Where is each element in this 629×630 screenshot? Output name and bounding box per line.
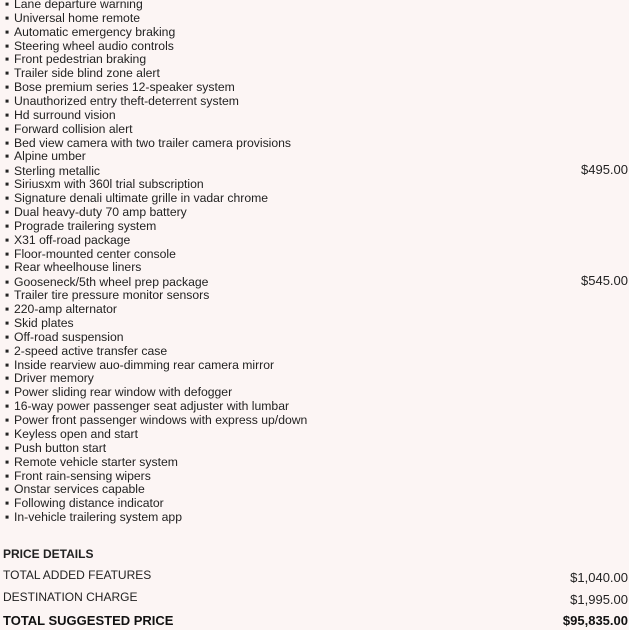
bullet-icon: ▪ — [5, 385, 10, 400]
feature-label: Dual heavy-duty 70 amp battery — [14, 205, 187, 220]
bullet-icon: ▪ — [5, 94, 10, 109]
feature-label: Power front passenger windows with express up/down — [14, 413, 308, 428]
feature-label: Trailer side blind zone alert — [14, 66, 160, 81]
feature-item — [0, 12, 629, 26]
total-added-features-value: $1,040.00 — [570, 570, 628, 585]
destination-charge-row — [0, 590, 629, 606]
feature-item — [0, 40, 629, 54]
bullet-icon: ▪ — [5, 482, 10, 497]
bullet-icon: ▪ — [5, 218, 10, 233]
feature-label: Hd surround vision — [14, 107, 116, 122]
bullet-icon: ▪ — [5, 191, 10, 206]
feature-item — [0, 150, 629, 164]
total-suggested-price-row — [0, 613, 629, 629]
feature-label: In-vehicle trailering system app — [14, 510, 182, 525]
feature-item — [0, 234, 629, 248]
bullet-icon: ▪ — [5, 413, 10, 428]
feature-item — [0, 400, 629, 414]
feature-item — [0, 220, 629, 234]
bullet-icon: ▪ — [5, 246, 10, 261]
feature-item — [0, 289, 629, 303]
feature-item — [0, 386, 629, 400]
destination-charge-label: DESTINATION CHARGE — [3, 590, 138, 604]
feature-item — [0, 483, 629, 497]
bullet-icon: ▪ — [5, 0, 10, 11]
bullet-icon: ▪ — [5, 10, 10, 25]
bullet-icon: ▪ — [5, 426, 10, 441]
feature-label: Onstar services capable — [14, 482, 145, 497]
feature-label: Keyless open and start — [14, 426, 138, 441]
feature-label: Push button start — [14, 440, 107, 455]
bullet-icon: ▪ — [5, 316, 10, 331]
feature-item — [0, 109, 629, 123]
feature-label: Remote vehicle starter system — [14, 454, 178, 469]
bullet-icon: ▪ — [5, 454, 10, 469]
feature-label: 16-way power passenger seat adjuster with lumbar — [14, 399, 290, 414]
feature-label: Power sliding rear window with defogger — [14, 385, 233, 400]
feature-label: Sterling metallic — [14, 164, 101, 179]
feature-item — [0, 53, 629, 67]
feature-label: Bed view camera with two trailer camera provisions — [14, 135, 292, 150]
feature-item — [0, 164, 629, 178]
bullet-icon: ▪ — [5, 260, 10, 275]
feature-label: Automatic emergency braking — [14, 24, 176, 39]
bullet-icon: ▪ — [5, 232, 10, 247]
feature-label: Front pedestrian braking — [14, 52, 147, 67]
feature-label: Forward collision alert — [14, 121, 133, 136]
feature-label: 220-amp alternator — [14, 302, 117, 317]
feature-label: Signature denali ultimate grille in vadar chrome — [14, 191, 269, 206]
feature-item — [0, 345, 629, 359]
feature-item — [0, 26, 629, 40]
total-suggested-price-value: $95,835.00 — [562, 613, 628, 628]
feature-item — [0, 206, 629, 220]
feature-item — [0, 372, 629, 386]
feature-item — [0, 178, 629, 192]
feature-item — [0, 137, 629, 151]
total-added-features-label: TOTAL ADDED FEATURES — [3, 568, 152, 582]
bullet-icon: ▪ — [5, 66, 10, 81]
feature-label: Inside rearview auo-dimming rear camera mirror — [14, 357, 275, 372]
feature-item — [0, 192, 629, 206]
price-details-heading: PRICE DETAILS — [3, 547, 94, 561]
bullet-icon: ▪ — [5, 205, 10, 220]
bullet-icon: ▪ — [5, 343, 10, 358]
feature-label: Skid plates — [14, 316, 74, 331]
bullet-icon: ▪ — [5, 329, 10, 344]
feature-label: Gooseneck/5th wheel prep package — [14, 275, 209, 290]
bullet-icon: ▪ — [5, 80, 10, 95]
destination-charge-value: $1,995.00 — [570, 592, 628, 607]
feature-label: Prograde trailering system — [14, 218, 157, 233]
bullet-icon: ▪ — [5, 468, 10, 483]
feature-item — [0, 470, 629, 484]
bullet-icon: ▪ — [5, 38, 10, 53]
bullet-icon: ▪ — [5, 510, 10, 525]
feature-item — [0, 456, 629, 470]
bullet-icon: ▪ — [5, 288, 10, 303]
feature-label: Following distance indicator — [14, 496, 164, 511]
bullet-icon: ▪ — [5, 371, 10, 386]
feature-label: Trailer tire pressure monitor sensors — [14, 288, 210, 303]
feature-label: Siriusxm with 360l trial subscription — [14, 177, 204, 192]
feature-label: Lane departure warning — [14, 0, 143, 11]
feature-item — [0, 331, 629, 345]
feature-item — [0, 275, 629, 289]
feature-label: Front rain-sensing wipers — [14, 468, 151, 483]
feature-item — [0, 359, 629, 373]
bullet-icon: ▪ — [5, 357, 10, 372]
feature-price: $545.00 — [581, 273, 628, 289]
bullet-icon: ▪ — [5, 177, 10, 192]
feature-item — [0, 123, 629, 137]
feature-label: Universal home remote — [14, 10, 140, 25]
feature-item — [0, 81, 629, 95]
feature-label: Unauthorized entry theft-deterrent system — [14, 94, 239, 109]
bullet-icon: ▪ — [5, 149, 10, 164]
feature-price: $495.00 — [581, 162, 628, 178]
bullet-icon: ▪ — [5, 135, 10, 150]
feature-item — [0, 414, 629, 428]
bullet-icon: ▪ — [5, 302, 10, 317]
bullet-icon: ▪ — [5, 496, 10, 511]
feature-item — [0, 428, 629, 442]
feature-label: Rear wheelhouse liners — [14, 260, 142, 275]
feature-item — [0, 67, 629, 81]
feature-item — [0, 497, 629, 511]
feature-label: Driver memory — [14, 371, 94, 386]
bullet-icon: ▪ — [5, 164, 10, 179]
total-added-features-row — [0, 568, 629, 584]
bullet-icon: ▪ — [5, 440, 10, 455]
bullet-icon: ▪ — [5, 399, 10, 414]
feature-item — [0, 442, 629, 456]
feature-label: 2-speed active transfer case — [14, 343, 168, 358]
total-suggested-price-label: TOTAL SUGGESTED PRICE — [3, 613, 174, 628]
bullet-icon: ▪ — [5, 24, 10, 39]
feature-item — [0, 317, 629, 331]
feature-label: X31 off-road package — [14, 232, 131, 247]
feature-item — [0, 303, 629, 317]
feature-item — [0, 95, 629, 109]
bullet-icon: ▪ — [5, 107, 10, 122]
feature-label: Steering wheel audio controls — [14, 38, 174, 53]
bullet-icon: ▪ — [5, 52, 10, 67]
bullet-icon: ▪ — [5, 121, 10, 136]
feature-label: Floor-mounted center console — [14, 246, 176, 261]
feature-item — [0, 511, 629, 525]
feature-label: Off-road suspension — [14, 329, 124, 344]
feature-label: Bose premium series 12-speaker system — [14, 80, 235, 95]
feature-item — [0, 248, 629, 262]
feature-item — [0, 261, 629, 275]
feature-label: Alpine umber — [14, 149, 86, 164]
bullet-icon: ▪ — [5, 275, 10, 290]
